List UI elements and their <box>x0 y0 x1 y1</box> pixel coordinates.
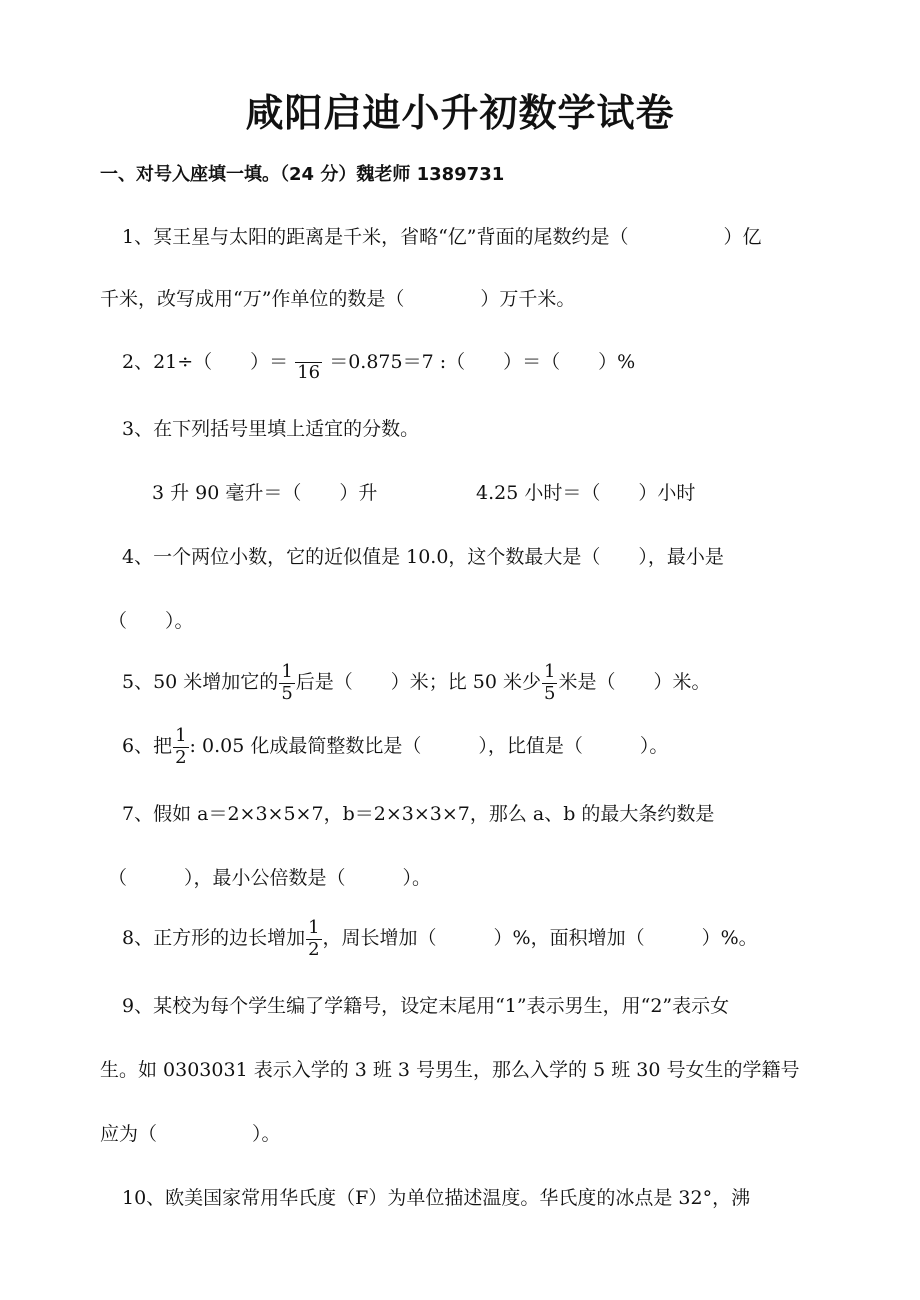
q5-fraction-2 <box>542 662 557 704</box>
q5-fraction-1 <box>279 662 294 704</box>
q8-line <box>122 918 758 960</box>
q9-line2: 生。如 0303031 表示入学的 3 班 3 号男生，那么入学的 5 班 30 号女生的学籍号 <box>100 1059 800 1081</box>
q2-fraction-denominator: 16 <box>297 362 321 383</box>
q2-post: ＝0.875＝7 :（ ）＝（ ）% <box>329 350 636 373</box>
q4-line2: （ ）。 <box>108 610 194 632</box>
q8-fraction-denominator: 2 <box>308 938 320 960</box>
q1-line1: 1、冥王星与太阳的距离是千米，省略“亿”背面的尾数约是（ ）亿 <box>122 226 762 248</box>
q8-fraction-numerator: 1 <box>308 917 320 938</box>
exam-title: 咸阳启迪小升初数学试卷 <box>245 91 675 135</box>
q5-fraction-1-denominator: 5 <box>281 682 293 704</box>
q4-line1: 4、一个两位小数，它的近似值是 10.0，这个数最大是（ ），最小是 <box>122 546 724 568</box>
q7-line2: （ ），最小公倍数是（ ）。 <box>108 867 432 889</box>
q2-fraction-blank-numerator <box>295 342 322 363</box>
q8-part-b: ，周长增加（ ）%，面积增加（ ）%。 <box>322 927 758 950</box>
q8-fraction <box>306 918 321 960</box>
q2-pre: 2、21÷（ ）＝ <box>122 350 289 373</box>
q6-part-a: 6、把 <box>122 735 173 758</box>
section-heading: 一、对号入座填一填。（24 分）魏老师 1389731 <box>100 164 505 185</box>
q3-line1: 3、在下列括号里填上适宜的分数。 <box>122 418 420 440</box>
q8-part-a: 8、正方形的边长增加 <box>122 927 306 950</box>
q5-fraction-1-numerator: 1 <box>281 661 293 682</box>
q6-fraction-numerator: 1 <box>175 725 187 746</box>
q10-line1: 10、欧美国家常用华氏度（F）为单位描述温度。华氏度的冰点是 32°，沸 <box>122 1187 751 1209</box>
q9-line3: 应为（ ）。 <box>100 1123 281 1145</box>
q2-fraction <box>295 342 322 384</box>
q5-fraction-2-denominator: 5 <box>544 682 556 704</box>
q6-line <box>122 726 668 768</box>
q7-line1: 7、假如 a＝2×3×5×7，b＝2×3×3×7，那么 a、b 的最大条约数是 <box>122 803 715 825</box>
q6-part-b: : 0.05 化成最简整数比是（ ），比值是（ ）。 <box>189 735 669 758</box>
q5-part-a: 5、50 米增加它的 <box>122 671 279 694</box>
q5-fraction-2-numerator: 1 <box>544 661 556 682</box>
q3-item-b: 4.25 小时＝（ ）小时 <box>476 482 696 504</box>
q1-line2: 千米，改写成用“万”作单位的数是（ ）万千米。 <box>100 288 576 310</box>
q6-fraction-denominator: 2 <box>175 746 187 768</box>
q2-line <box>122 342 635 384</box>
q5-part-c: 米是（ ）米。 <box>558 671 711 694</box>
q5-line <box>122 662 711 704</box>
q3-item-a: 3 升 90 毫升＝（ ）升 <box>152 482 378 504</box>
q6-fraction <box>173 726 188 768</box>
q9-line1: 9、某校为每个学生编了学籍号，设定末尾用“1”表示男生，用“2”表示女 <box>122 995 730 1017</box>
q5-part-b: 后是（ ）米；比 50 米少 <box>295 671 542 694</box>
